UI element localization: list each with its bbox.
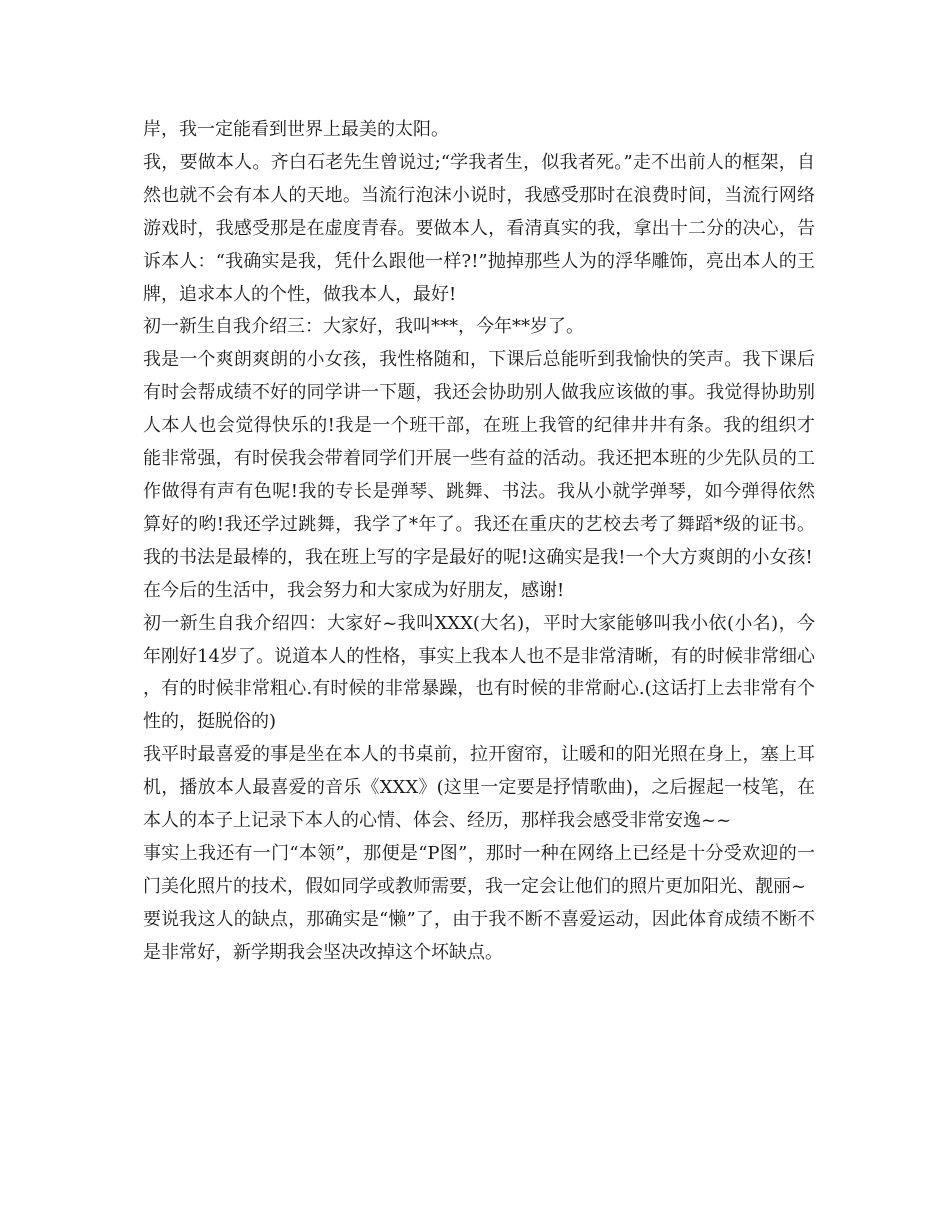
paragraph-skills: 事实上我还有一门“本领”，那便是“P图”，那时一种在网络上已经是十分受欢迎的一门美化照片的技术，假如同学或教师需要，我一定会让他们的照片更加阳光、靓丽~ (143, 842, 815, 897)
paragraph-be-yourself: 我，要做本人。齐白石老先生曾说过;“学我者生，似我者死。”走不出前人的框架，自然也就不会有本人的天地。当流行泡沫小说时，我感受那时在浪费时间，当流行网络游戏时，我感受那是在虚度青春。要做本人，看清真实的我，拿出十二分的决心，告诉本人：“我确实是我，凭什么跟他一样?!”抛掉那些人为的浮华雕饰，亮出本人的王牌，追求本人的个性，做我本人，最好! (143, 151, 815, 305)
paragraph-intro-three-closing: 在今后的生活中，我会努力和大家成为好朋友，感谢! (143, 579, 565, 601)
paragraph-hobbies: 我平时最喜爱的事是坐在本人的书桌前，拉开窗帘，让暖和的阳光照在身上，塞上耳机，播放本人最喜爱的音乐《XXX》(这里一定要是抒情歌曲)，之后握起一枝笔，在本人的本子上记录下本人的心情、体会、经历，那样我会感受非常安逸~~ (143, 744, 815, 832)
paragraph-shortcomings: 要说我这人的缺点，那确实是“懒”了，由于我不断不喜爱运动，因此体育成绩不断不是非常好，新学期我会坚决改掉这个坏缺点。 (143, 908, 815, 963)
paragraph-intro-three-heading: 初一新生自我介绍三：大家好，我叫***，今年**岁了。 (143, 316, 584, 338)
paragraph-intro-three-body: 我是一个爽朗爽朗的小女孩，我性格随和，下课后总能听到我愉快的笑声。我下课后有时会帮成绩不好的同学讲一下题，我还会协助别人做我应该做的事。我觉得协助别人本人也会觉得快乐的!我是一个班干部，在班上我管的纪律井井有条。我的组织才能非常强，有时侯我会带着同学们开展一些有益的活动。我还把本班的少先队员的工作做得有声有色呢!我的专长是弹琴、跳舞、书法。我从小就学弹琴，如今弹得依然算好的哟!我还学过跳舞，我学了*年了。我还在重庆的艺校去考了舞蹈*级的证书。我的书法是最棒的，我在班上写的字是最好的呢!这确实是我!一个大方爽朗的小女孩! (143, 349, 815, 568)
paragraph-intro-four-heading: 初一新生自我介绍四：大家好~我叫XXX(大名)，平时大家能够叫我小依(小名)，今年刚好14岁了。说道本人的性格，事实上我本人也不是非常清晰，有的时候非常细心，有的时候非常粗心.有时候的非常暴躁，也有时候的非常耐心.(这话打上去非常有个性的，挺脱俗的) (143, 612, 815, 733)
document-body (143, 114, 815, 970)
paragraph-continuation: 岸，我一定能看到世界上最美的太阳。 (143, 119, 449, 140)
